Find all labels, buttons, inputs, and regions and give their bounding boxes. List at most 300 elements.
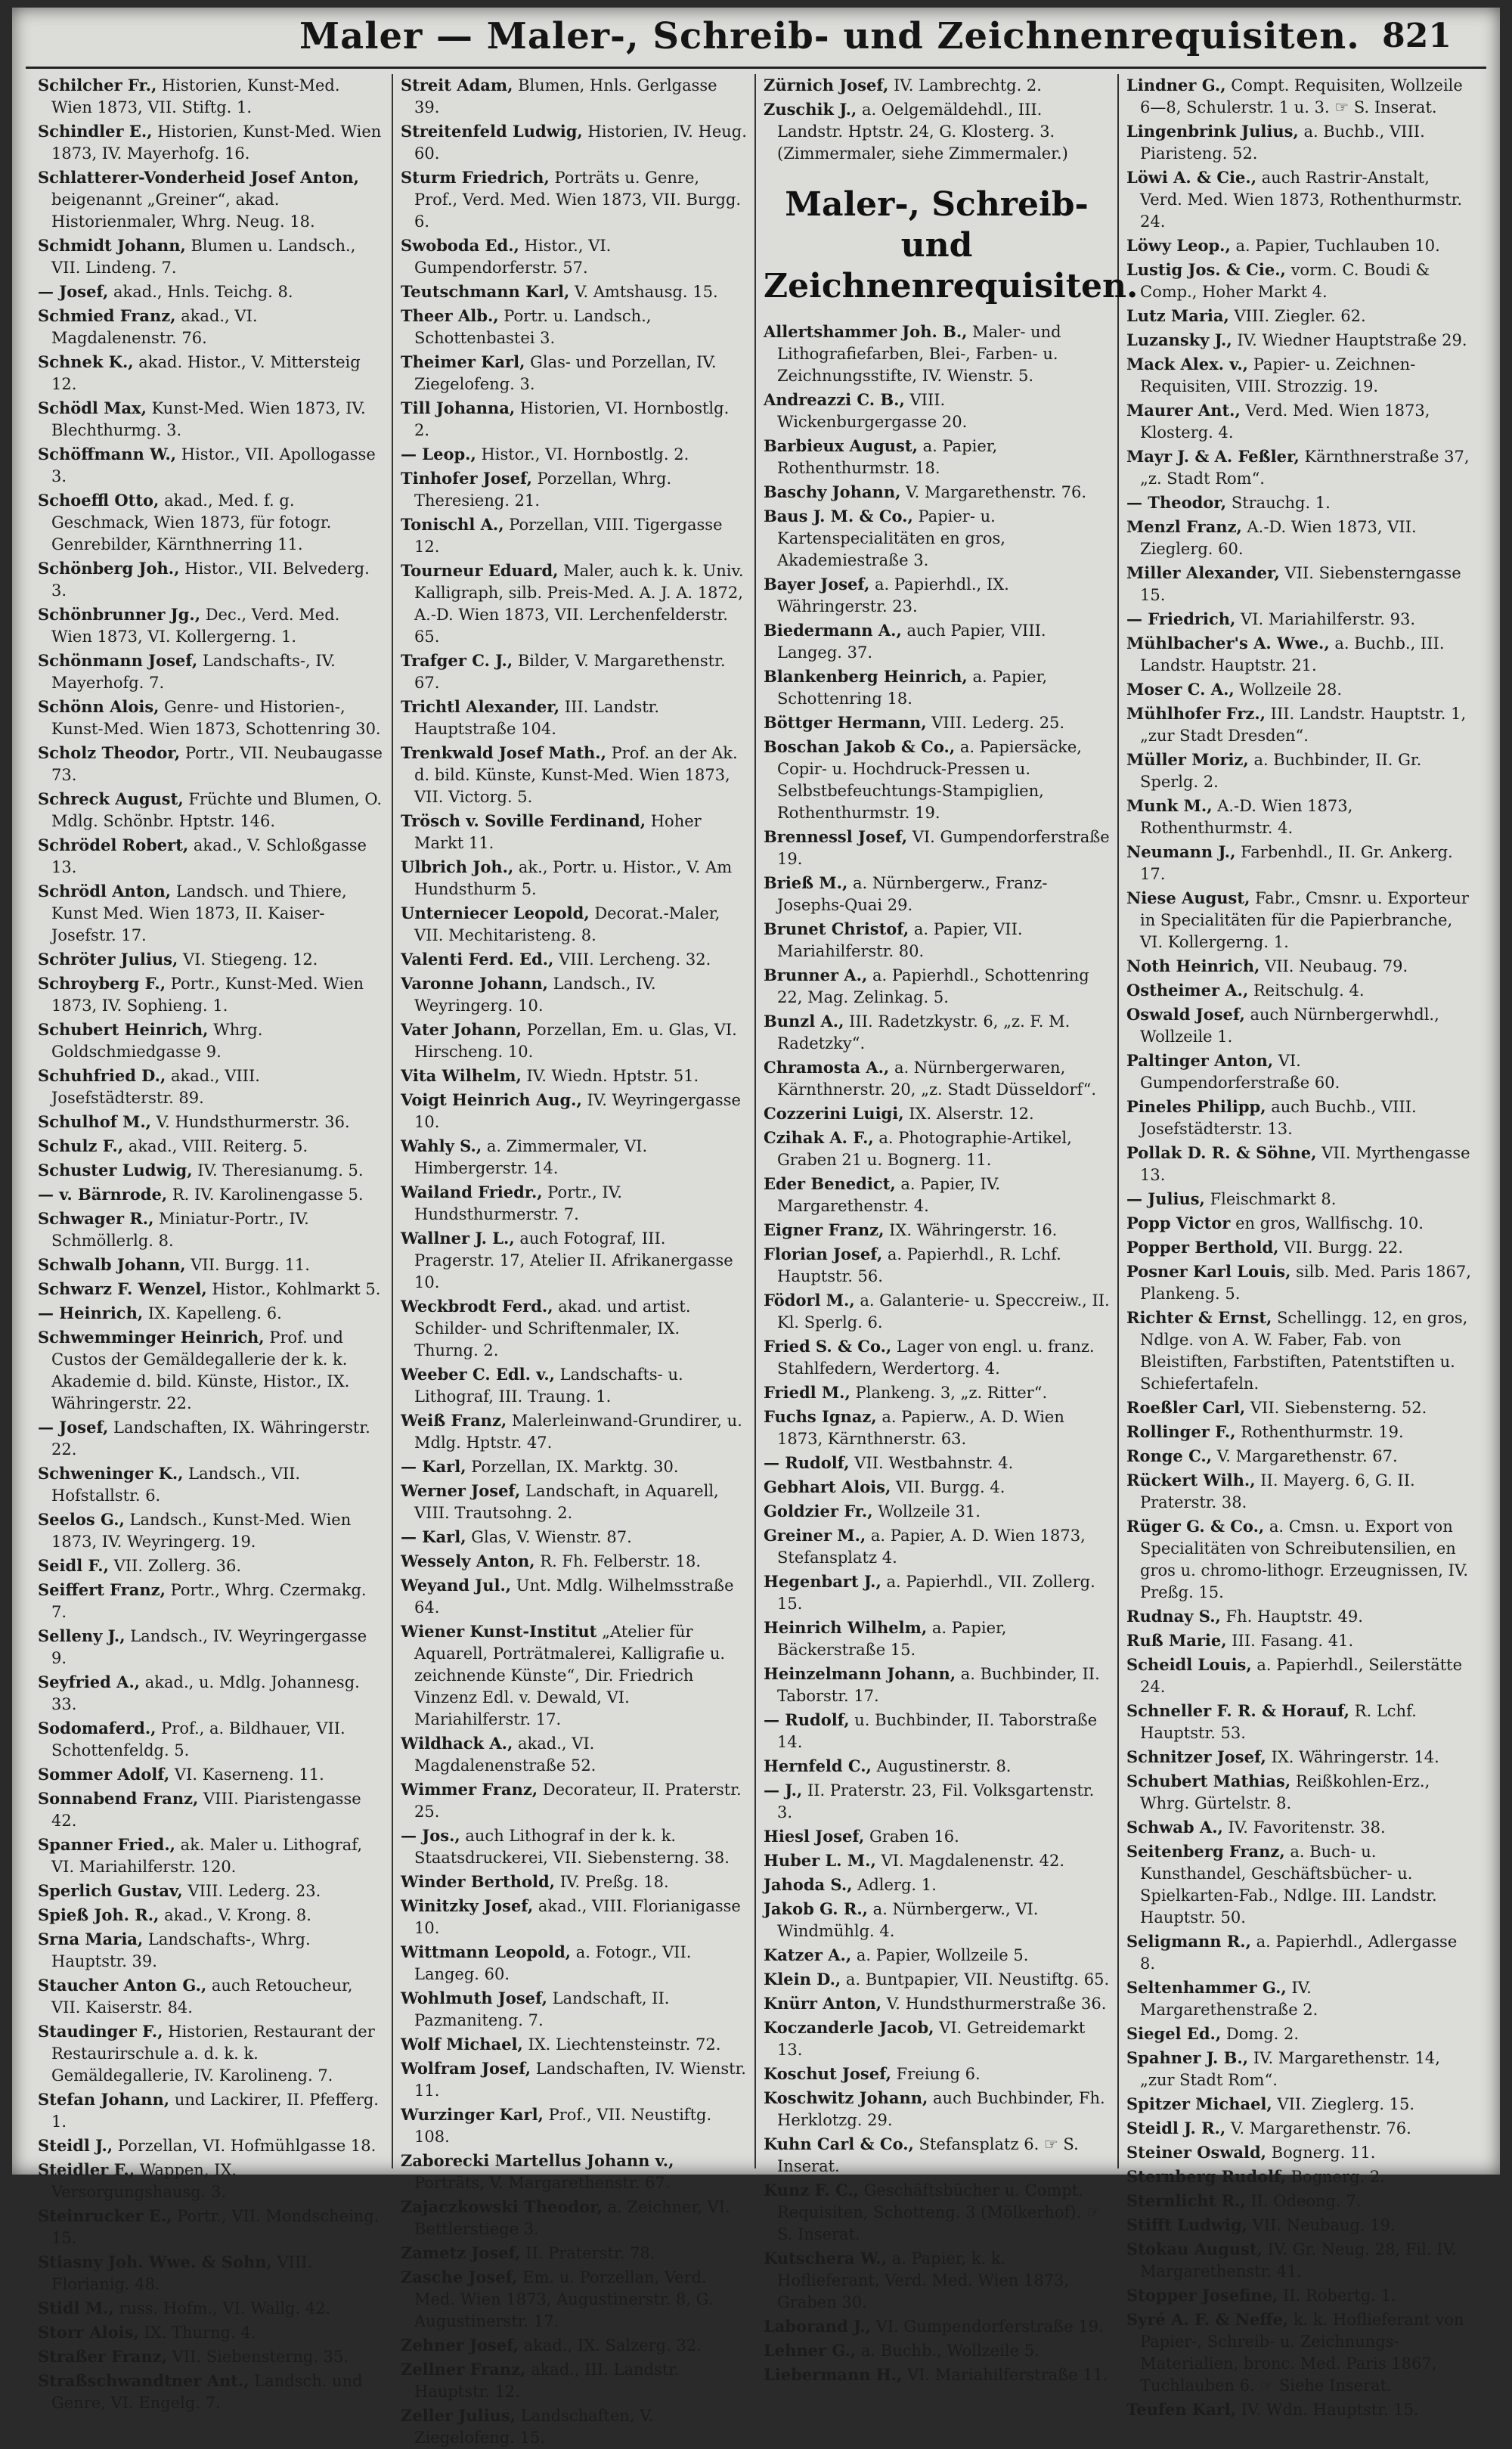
entry-name: Mühlhofer Frz., (1126, 704, 1266, 723)
directory-entry (764, 1102, 1110, 1125)
directory-entry (764, 1617, 1110, 1661)
entry-name: Seelos G., (38, 1510, 125, 1529)
directory-entry (764, 1452, 1110, 1474)
entry-name: Valenti Ferd. Ed., (401, 950, 554, 969)
entry-name: Paltinger Anton, (1126, 1051, 1274, 1070)
directory-entry (38, 166, 384, 233)
entry-name: Brieß M., (764, 873, 848, 892)
entry-details: Plankeng. 3, „z. Ritter“. (855, 1384, 1048, 1402)
directory-entry (1126, 2117, 1474, 2140)
entry-name: Jakob G. R., (764, 1899, 868, 1918)
directory-entry (764, 1709, 1110, 1753)
entry-details: Landschaften, IX. Währingerstr. 22. (51, 1418, 370, 1459)
entry-name: Straßschwandtner Ant., (38, 2371, 249, 2390)
entry-details: R. Fh. Felberstr. 18. (540, 1552, 702, 1570)
entry-name: Teutschmann Karl, (401, 282, 570, 301)
entry-name: Steinrucker E., (38, 2206, 172, 2225)
directory-entry (38, 234, 384, 279)
entry-details: Histor., VII. Apollogasse 3. (51, 445, 376, 485)
entry-details: Domg. 2. (1225, 2025, 1300, 2043)
entry-details: VII. Neubaug. 79. (1265, 957, 1408, 975)
entry-name: Weiß Franz, (401, 1411, 507, 1430)
entry-name: Schönn Alois, (38, 697, 160, 716)
entry-details: V. Margarethenstr. 67. (1216, 1447, 1398, 1465)
entry-name: Wolfram Josef, (401, 2059, 531, 2078)
entry-details: auch Nürnbergerwhdl., Wollzeile 1. (1140, 1006, 1439, 1046)
directory-entry (38, 1904, 384, 1927)
directory-entry (38, 2088, 384, 2133)
entry-details: Historien, VI. Hornbostlg. 2. (414, 399, 730, 439)
directory-entry (1126, 234, 1474, 257)
directory-entry (401, 2057, 747, 2102)
entry-details: a. Papierhdl., IX. Währingerstr. 23. (777, 575, 1009, 615)
entry-name: Werner Josef, (401, 1481, 521, 1500)
directory-entry (1126, 1003, 1474, 1048)
entry-name: Streitenfeld Ludwig, (401, 122, 583, 141)
directory-entry (764, 736, 1110, 824)
entry-name: Neumann J., (1126, 842, 1236, 861)
entry-name: Kunz F. C., (764, 2181, 859, 2199)
directory-entry (1126, 1397, 1474, 1419)
entry-details: Lager von engl. u. franz. Stahlfedern, Werdertorg. 4. (777, 1338, 1095, 1378)
directory-entry (1126, 2190, 1474, 2212)
entry-name: Müller Moriz, (1126, 750, 1249, 769)
directory-entry (401, 1089, 747, 1133)
directory-entry (38, 489, 384, 556)
directory-entry (1126, 1930, 1474, 1975)
entry-name: Gebhart Alois, (764, 1477, 891, 1496)
directory-entry (38, 1135, 384, 1158)
entry-name: Sternberg Rudolf, (1126, 2167, 1286, 2186)
directory-entry (401, 1227, 747, 1294)
entry-name: Niese August, (1126, 888, 1250, 907)
directory-entry (401, 1732, 747, 1777)
entry-details: Unt. Mdlg. Wilhelmsstraße 64. (414, 1576, 734, 1617)
directory-entry (38, 1159, 384, 1182)
entry-name: Posner Karl Louis, (1126, 1262, 1291, 1281)
directory-entry (38, 1508, 384, 1553)
entry-name: Theimer Karl, (401, 352, 525, 371)
entry-details: IV. Lambrechtg. 2. (893, 76, 1042, 95)
entry-details: Historien, Restaurant der Restaurirschule a. d. k. k. Gemäldegallerie, IV. Karolineng. 7. (51, 2023, 375, 2085)
directory-entry (38, 281, 384, 303)
entry-name: Schoeffl Otto, (38, 491, 160, 510)
entry-name: Schrödl Anton, (38, 882, 172, 901)
directory-entry (401, 2196, 747, 2240)
entry-details: Landsch. und Thiere, Kunst Med. Wien 1873, II. Kaiser-Josefstr. 17. (51, 882, 347, 944)
entry-name: Wiener Kunst-Institut (401, 1622, 597, 1641)
entry-details: auch Buchb., VIII. Josefstädterstr. 13. (1140, 1098, 1417, 1138)
entry-name: Stidl M., (38, 2299, 114, 2317)
entry-details: VII. Burgg. 22. (1284, 1238, 1403, 1257)
entry-details: IX. Liechtensteinstr. 72. (528, 2035, 721, 2054)
directory-entry (764, 2179, 1110, 2246)
entry-name: Rudnay S., (1126, 1607, 1221, 1626)
entry-name: Winitzky Josef, (401, 1896, 534, 1915)
entry-details: VII. Westbahnstr. 4. (854, 1454, 1014, 1472)
entry-details: III. Landstr. Hauptstr. 1, „zur Stadt Dresden“. (1140, 705, 1467, 745)
entry-details: R. IV. Karolinengasse 5. (172, 1186, 364, 1204)
entry-details: a. Papier, A. D. Wien 1873, Stefansplatz 4. (777, 1527, 1086, 1567)
directory-entry (1126, 1307, 1474, 1395)
directory-entry (38, 1671, 384, 1716)
entry-details: Landschaft, in Aquarell, VIII. Trautsohng. 2. (414, 1482, 719, 1522)
directory-entry (38, 351, 384, 395)
entry-details: II. Mayerg. 6, G. II. Praterstr. 38. (1140, 1471, 1415, 1511)
entry-name: Rüger G. & Co., (1126, 1517, 1265, 1536)
directory-entry (401, 1778, 747, 1823)
entry-name: Heinzelmann Johann, (764, 1664, 956, 1683)
entry-details: k. k. Hoflieferant von Papier-, Schreib- u. Zeichnungs-Materialien, bronc. Med. Paris 1867, Tuchlauben 6. ☞ Siehe Inserat. (1140, 2311, 1464, 2395)
entry-details: Landschafts- u. Lithograf, III. Traung. 1. (414, 1366, 683, 1406)
entry-name: Wolf Michael, (401, 2035, 523, 2054)
directory-entry (38, 1278, 384, 1300)
directory-entry (38, 1555, 384, 1577)
entry-name: Mack Alex. v., (1126, 355, 1248, 374)
entry-details: ak. Maler u. Lithograf, VI. Mariahilferstr. 120. (51, 1836, 362, 1876)
entry-details: V. Margarethenstr. 76. (1230, 2119, 1411, 2137)
entry-details: akad., VI. Magdalenenstr. 76. (51, 307, 258, 347)
directory-entry (764, 1173, 1110, 1217)
entry-details: akad., Hnls. Teichg. 8. (113, 283, 293, 301)
entry-details: Landschafts-, IV. Mayerhofg. 7. (51, 652, 336, 692)
directory-entry (401, 397, 747, 442)
directory-entry (1126, 353, 1474, 398)
directory-entry (401, 281, 747, 303)
entry-name: Schmied Franz, (38, 306, 176, 325)
entry-name: Scholz Theodor, (38, 743, 181, 762)
entry-details: akad., III. Landstr. Hauptstr. 12. (414, 2361, 680, 2401)
entry-name: Till Johanna, (401, 398, 516, 417)
entry-details: VI. Mariahilferstr. 93. (1241, 610, 1416, 628)
entry-name: Liebermann H., (764, 2365, 903, 2384)
entry-name: Stiasny Joh. Wwe. & Sohn, (38, 2252, 272, 2271)
entry-name: Mayr J. & A. Feßler, (1126, 447, 1300, 466)
entry-details: a. Papier, Schottenring 18. (777, 668, 1048, 708)
entry-details: VIII. Lercheng. 32. (559, 950, 711, 969)
entry-name: Lindner G., (1126, 76, 1226, 95)
entry-name: Steidler F., (38, 2160, 135, 2179)
entry-name: Roeßler Carl, (1126, 1398, 1246, 1417)
directory-entry (38, 948, 384, 971)
entry-name: Wahly S., (401, 1136, 482, 1155)
entry-details: VII. Siebensterng. 35. (172, 2348, 349, 2366)
entry-details: VI. Magdalenenstr. 42. (881, 1852, 1065, 1870)
entry-details: Rothenthurmstr. 19. (1241, 1423, 1404, 1441)
entry-name: Schröter Julius, (38, 950, 178, 969)
entry-details: a. Papierw., A. D. Wien 1873, Kärnthnerstr. 63. (777, 1408, 1064, 1448)
entry-details: a. Buchbinder, II. Gr. Sperlg. 2. (1140, 751, 1422, 791)
directory-entry (764, 826, 1110, 870)
directory-entry (401, 810, 747, 854)
directory-entry (764, 711, 1110, 734)
directory-entry (764, 918, 1110, 963)
directory-entry (764, 1335, 1110, 1380)
entry-name: Lehner G., (764, 2341, 857, 2360)
directory-entry (38, 2134, 384, 2157)
entry-name: Laborand J., (764, 2317, 871, 2336)
directory-entry (1126, 702, 1474, 747)
directory-entry (1126, 1421, 1474, 1443)
directory-entry (1126, 1515, 1474, 1604)
entry-name: Seiffert Franz, (38, 1580, 166, 1599)
entry-name: Trichtl Alexander, (401, 697, 560, 716)
directory-entry (38, 1717, 384, 1762)
entry-details: a. Zimmermaler, VI. Himbergerstr. 14. (414, 1137, 648, 1177)
entry-details: Bognerg. 11. (1271, 2144, 1376, 2162)
entry-details: VII. Siebensterng. 52. (1250, 1399, 1427, 1417)
directory-entry (764, 2339, 1110, 2362)
entry-name: Pineles Philipp, (1126, 1097, 1266, 1116)
entry-name: Zeller Julius, (401, 2406, 516, 2425)
entry-name: Maurer Ant., (1126, 401, 1241, 420)
entry-details: a. Papierhdl., R. Lchf. Hauptstr. 56. (777, 1245, 1061, 1285)
entry-name: Tourneur Eduard, (401, 561, 559, 580)
entry-name: Schwalb Johann, (38, 1255, 186, 1274)
directory-entry (764, 964, 1110, 1009)
directory-entry (1126, 516, 1474, 560)
entry-details: Prof. an der Ak. d. bild. Künste, Kunst-Med. Wien 1873, VII. Victorg. 5. (414, 744, 738, 806)
entry-name: Eigner Franz, (764, 1220, 885, 1239)
entry-name: Wallner J. L., (401, 1229, 515, 1248)
entry-details: V. Hundsthurmerstr. 36. (156, 1113, 350, 1131)
directory-entry (1126, 2284, 1474, 2307)
entry-name: — Jos., (401, 1826, 460, 1845)
directory-entry (764, 2087, 1110, 2131)
entry-details: Landschaften, IV. Wienstr. 11. (414, 2060, 746, 2100)
entry-details: Historien, Kunst-Med. Wien 1873, VII. Stiftg. 1. (51, 76, 340, 116)
header-rule (26, 67, 1486, 69)
entry-details: akad., VIII. Reiterg. 5. (128, 1137, 308, 1155)
entry-name: — Leop., (401, 445, 476, 463)
directory-entry (1126, 445, 1474, 490)
entry-details: Landschaft, II. Pazmaniteng. 7. (414, 1989, 670, 2029)
entry-details: Prof., VII. Neustiftg. 108. (414, 2106, 712, 2146)
entry-name: Teufen Karl, (1126, 2400, 1237, 2419)
entry-name: Zuschik J., (764, 100, 857, 119)
directory-entry (764, 2133, 1110, 2178)
entry-name: — Karl, (401, 1527, 466, 1546)
entry-details: V. Margarethenstr. 76. (906, 483, 1087, 501)
directory-entry (764, 1849, 1110, 1872)
directory-entry (1126, 491, 1474, 514)
entry-details: Portr., Whrg. Czermakg. 7. (51, 1581, 367, 1621)
entry-details: auch Papier, VIII. Langeg. 37. (777, 622, 1046, 662)
entry-name: Scheidl Louis, (1126, 1655, 1252, 1674)
entry-details: Blumen, Hnls. Gerlgasse 39. (414, 76, 717, 116)
entry-name: — v. Bärnrode, (38, 1185, 168, 1204)
directory-entry (764, 1381, 1110, 1404)
directory-entry (764, 321, 1110, 387)
directory-entry (401, 1895, 747, 1939)
directory-entry (764, 1992, 1110, 2015)
entry-name: Seidl F., (38, 1556, 109, 1575)
entry-name: Baus J. M. & Co., (764, 507, 913, 525)
entry-details: Em. u. Porzellan, Verd. Med. Wien 1873, Augustinerstr. 8, G. Augustinerstr. 17. (414, 2268, 714, 2330)
entry-details: Graben 16. (869, 1827, 959, 1846)
entry-name: Hegenbart J., (764, 1572, 881, 1591)
entry-name: Wildhack A., (401, 1734, 513, 1753)
entry-name: Brunner A., (764, 966, 868, 984)
entry-details: IX. Währingerstr. 16. (889, 1221, 1058, 1239)
entry-details: IV. Wdn. Hauptstr. 15. (1241, 2401, 1419, 2419)
entry-name: Zaborecki Martellus Johann v., (401, 2151, 674, 2170)
directory-entry (1126, 1770, 1474, 1815)
entry-details: Genre- und Historien-, Kunst-Med. Wien 1873, Schottenring 30. (51, 698, 381, 738)
entry-name: Schuhfried D., (38, 1066, 166, 1085)
entry-name: Schneller F. R. & Horauf, (1126, 1701, 1349, 1720)
entry-details: VIII. Lederg. 23. (187, 1882, 321, 1900)
entry-name: Selleny J., (38, 1626, 125, 1645)
entry-name: Unterniecer Leopold, (401, 904, 590, 922)
directory-entry (1126, 562, 1474, 606)
entry-details: VI. Gumpendorferstraße 60. (1140, 1052, 1340, 1092)
directory-entry (401, 1363, 747, 1408)
entry-details: Miniatur-Portr., IV. Schmöllerlg. 8. (51, 1210, 309, 1250)
entry-details: Portr., VII. Neubaugasse 73. (51, 744, 383, 784)
entry-details: Historien, Kunst-Med. Wien 1873, IV. Mayerhofg. 16. (51, 122, 382, 163)
directory-entry (401, 1941, 747, 1986)
entry-details: Portr., IV. Hundsthurmerstr. 7. (414, 1183, 622, 1223)
entry-name: Chramosta A., (764, 1058, 890, 1077)
entry-name: Friedl M., (764, 1383, 850, 1402)
entry-name: Weeber C. Edl. v., (401, 1365, 555, 1384)
directory-entry (401, 1018, 747, 1063)
directory-entry (38, 1416, 384, 1461)
entry-name: Seitenberg Franz, (1126, 1842, 1285, 1861)
directory-entry (764, 389, 1110, 433)
directory-entry (1126, 1469, 1474, 1514)
entry-name: Ronge C., (1126, 1446, 1213, 1465)
directory-entry (1126, 329, 1474, 352)
entry-details: IV. Preßg. 18. (559, 1873, 669, 1891)
entry-details: Wappen, IX. Versorgungshausg. 3. (51, 2161, 237, 2201)
entry-name: Eder Benedict, (764, 1174, 896, 1193)
entry-name: Spieß Joh. R., (38, 1905, 160, 1924)
entry-details: Malerleinwand-Grundirer, u. Mdlg. Hptstr. 47. (414, 1412, 742, 1452)
entry-details: VII. Zieglerg. 15. (1277, 2095, 1415, 2113)
directory-entry (38, 2321, 384, 2344)
entry-name: Trenkwald Josef Math., (401, 743, 606, 762)
entry-name: Steidl J. R., (1126, 2119, 1226, 2137)
directory-entry (764, 1010, 1110, 1055)
entry-name: Allertshammer Joh. B., (764, 322, 968, 341)
directory-entry (1126, 2023, 1474, 2045)
entry-name: Noth Heinrich, (1126, 956, 1260, 975)
directory-entry (38, 1207, 384, 1252)
entry-name: Schödl Max, (38, 398, 147, 417)
directory-entry (764, 505, 1110, 572)
directory-entry (764, 1243, 1110, 1288)
entry-details: Kunst-Med. Wien 1873, IV. Blechthurmg. 3. (51, 399, 366, 439)
entry-name: Storr Alois, (38, 2323, 139, 2342)
entry-details: a. Papiersäcke, Copir- u. Hochdruck-Pressen u. Selbstbefeuchtungs-Stampiglien, Rothenthurmstr. 19. (777, 738, 1082, 822)
entry-name: — Julius, (1126, 1189, 1205, 1208)
directory-entry (401, 1295, 747, 1362)
directory-entry (1126, 1049, 1474, 1094)
entry-details: Landsch., IV. Weyringerg. 10. (414, 975, 656, 1015)
entry-details: Porzellan, IX. Marktg. 30. (471, 1458, 679, 1476)
entry-details: Portr. u. Landsch., Schottenbastei 3. (414, 307, 652, 347)
entry-name: Wittmann Leopold, (401, 1942, 572, 1961)
directory-entry (764, 1056, 1110, 1101)
entry-details: IV. Wiedner Hauptstraße 29. (1237, 331, 1467, 349)
directory-entry (1126, 1236, 1474, 1259)
entry-name: Sternlicht R., (1126, 2191, 1246, 2210)
directory-entry (764, 1755, 1110, 1778)
entry-name: Goldzier Fr., (764, 1502, 873, 1521)
entry-details: akad., VIII. Josefstädterstr. 89. (51, 1067, 260, 1107)
entry-name: Wohlmuth Josef, (401, 1989, 547, 2007)
entry-name: Schulhof M., (38, 1112, 151, 1131)
directory-entry (1126, 841, 1474, 885)
entry-name: Fried S. & Co., (764, 1337, 892, 1356)
entry-details: Wollzeile 28. (1239, 680, 1343, 699)
directory-entry (401, 1480, 747, 1524)
entry-name: Baschy Johann, (764, 482, 901, 501)
directory-entry (1126, 2398, 1474, 2421)
entry-details: Freiung 6. (896, 2065, 981, 2083)
entry-name: Richter & Ernst, (1126, 1308, 1272, 1327)
entry-details: VI. Stiegeng. 12. (182, 950, 318, 969)
running-title: Maler — Maler-, Schreib- und Zeichnenrequisiten. (299, 15, 1360, 57)
directory-entry (1126, 305, 1474, 327)
entry-name: Stopper Josefine, (1126, 2286, 1278, 2305)
entry-name: Rückert Wilh., (1126, 1471, 1256, 1490)
entry-name: Schreck August, (38, 789, 184, 808)
entry-details: Decorateur, II. Praterstr. 25. (414, 1781, 742, 1821)
directory-entry (764, 665, 1110, 710)
entry-name: Staudinger F., (38, 2022, 163, 2041)
directory-entry (401, 1620, 747, 1731)
directory-entry (1126, 1746, 1474, 1769)
entry-name: Srna Maria, (38, 1930, 144, 1948)
entry-name: Voigt Heinrich Aug., (401, 1090, 582, 1109)
entry-details: akad., V. Krong. 8. (164, 1906, 311, 1924)
entry-details: a. Papierhdl., Schottenring 22, Mag. Zelinkag. 5. (777, 966, 1089, 1006)
entry-details: Augustinerstr. 8. (876, 1757, 1012, 1775)
directory-entry (1126, 1445, 1474, 1468)
entry-name: Rollinger F., (1126, 1422, 1236, 1441)
directory-entry (1126, 1840, 1474, 1929)
entry-name: Bunzl A., (764, 1012, 844, 1031)
entry-details: akad. und artist. Schilder- und Schriftenmaler, IX. Thurng. 2. (414, 1297, 691, 1359)
entry-details: Adlerg. 1. (857, 1876, 937, 1894)
entry-name: Popp Victor (1126, 1214, 1231, 1232)
entry-name: Stifft Ludwig, (1126, 2215, 1247, 2234)
directory-entry (38, 1763, 384, 1786)
entry-name: Koczanderle Jacob, (764, 2018, 934, 2037)
directory-entry (38, 2020, 384, 2087)
entry-details: a. Oelgemäldehdl., III. Landstr. Hptstr. 24, G. Klosterg. 3. (Zimmermaler, siehe Zimmermaler.) (777, 101, 1068, 163)
directory-entry (38, 1018, 384, 1063)
entry-name: Seltenhammer G., (1126, 1978, 1287, 1997)
entry-details: u. Buchbinder, II. Taborstraße 14. (777, 1711, 1098, 1751)
directory-entry (401, 1824, 747, 1869)
directory-entry (38, 788, 384, 832)
entry-name: Biedermann A., (764, 621, 902, 640)
entry-name: Barbieux August, (764, 436, 918, 455)
directory-entry (38, 1183, 384, 1206)
entry-details: a. Buntpapier, VII. Neustiftg. 65. (845, 1970, 1110, 1989)
entry-details: VII. Burgg. 4. (896, 1478, 1005, 1496)
directory-entry (764, 1524, 1110, 1569)
directory-entry (38, 1326, 384, 1415)
entry-details: auch Rastrir-Anstalt, Verd. Med. Wien 1873, Rothenthurmstr. 24. (1140, 169, 1463, 231)
directory-entry (1126, 1976, 1474, 2021)
directory-entry (38, 1462, 384, 1507)
entry-name: Brunet Christof, (764, 919, 909, 938)
